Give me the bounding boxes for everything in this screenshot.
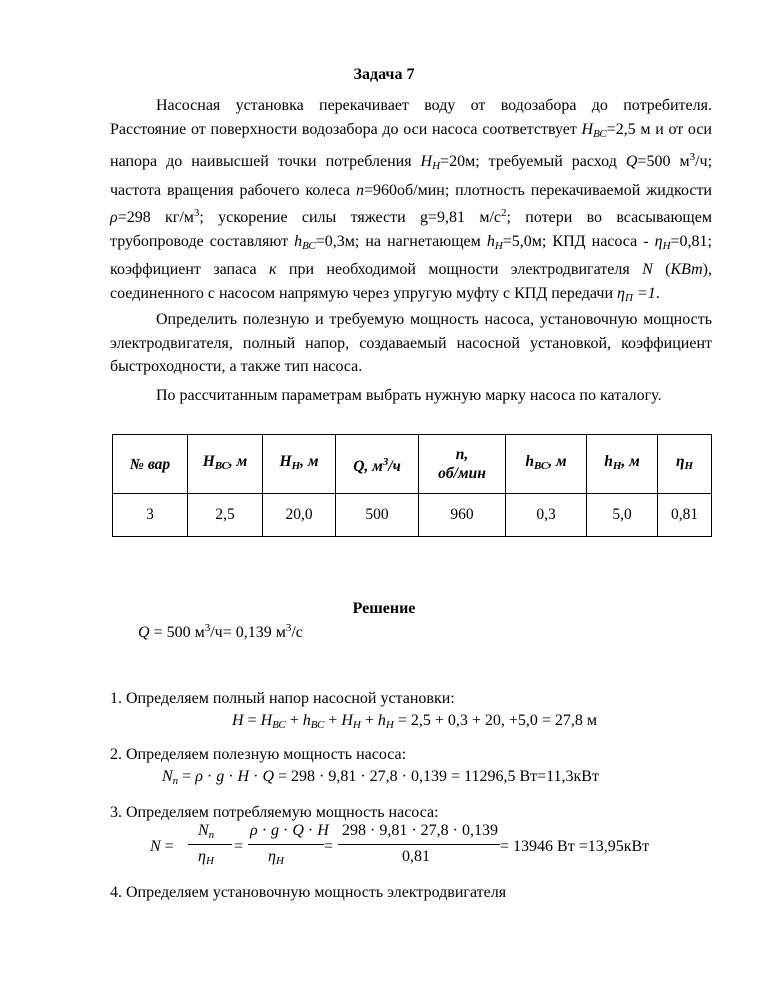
flow-conversion: Q = 500 $м^3/ч= 0,139$ $м^3/с$ bbox=[138, 622, 303, 641]
formula-head: $H = H_{ВС} + h_{ВС} + H_Н + h_Н = 2,5 + 0,3 + 20$, +5,0 = 27,8 м bbox=[232, 712, 598, 731]
col-header: № вар bbox=[113, 435, 188, 494]
table-cell: 2,5 bbox=[188, 494, 263, 537]
table-cell: 20,0 bbox=[263, 494, 336, 537]
col-header: $H_{ВС}$, м bbox=[188, 435, 263, 494]
fraction-bar bbox=[338, 844, 500, 845]
col-header: $h_{ВС}$, м bbox=[506, 435, 587, 494]
fraction-numerator: $N_п$ bbox=[198, 822, 215, 841]
equals-sign: = bbox=[234, 838, 244, 855]
equals-sign: = bbox=[324, 838, 334, 855]
table-cell: 960 bbox=[419, 494, 506, 537]
task-paragraph-2 bbox=[110, 384, 712, 408]
fraction-numerator: 298 · 9,81 · 27,8 · 0,139 bbox=[342, 822, 498, 839]
formula-consumed-power: N = bbox=[150, 838, 174, 855]
col-header: n, об/мин bbox=[419, 435, 506, 494]
table-cell: 500 bbox=[336, 494, 419, 537]
formula-result: = 13946 Вт =13,95кВт bbox=[500, 838, 650, 855]
task-paragraph-1 bbox=[110, 308, 712, 379]
step-3: 3. Определяем потребляемую мощность насоса: bbox=[110, 804, 439, 821]
formula-useful-power: $N_п = \rho \cdot g \cdot H \cdot Q = 298 \cdot 9,81 \cdot 27,8 \cdot 0,139 = 11296,5$ Вт=11,3кВт bbox=[162, 768, 599, 787]
problem-statement: Насосная установка перекачивает воду от водозабора до потребителя. Расстояние от поверхности водозабора до оси насоса соответствует $H_{ВС}=2,5$ м и от оси напора до наивысшей точки потребления $H_Н=20м$; требуемый расход Q=500 $м^3/ч$; частота вращения рабочего колеса n=960об/мин; плотность перекачиваемой жидкости ρ=298 $кг/м^3$; ускорение силы тяжести g=9,81 $м/с^2$; потери во всасывающем трубопроводе составляют $h_{ВС}=0,3м$; на нагнетающем $h_Н=5,0м$; КПД насоса - $\eta_Н=0,81$; коэффициент запаса к при необходимой мощности электродвигателя N (КВт), соединенного с насосом напрямую через упругую муфту с КПД передачи $\eta_П =1$. bbox=[110, 97, 713, 304]
step-1: 1. Определяем полный напор насосной установки: bbox=[110, 690, 455, 707]
solution-heading: Решение bbox=[352, 600, 416, 617]
problem-title: Задача 7 bbox=[353, 66, 415, 83]
table-cell: 0,81 bbox=[658, 494, 712, 537]
variant-table bbox=[112, 434, 712, 537]
task-text-2: По рассчитанным параметрам выбрать нужную марку насоса по каталогу. bbox=[156, 387, 662, 404]
step-2: 2. Определяем полезную мощность насоса: bbox=[110, 746, 407, 763]
table-header-row bbox=[113, 435, 712, 494]
step-4: 4. Определяем установочную мощность электродвигателя bbox=[110, 884, 507, 901]
table-cell: 0,3 bbox=[506, 494, 587, 537]
table-cell: 5,0 bbox=[587, 494, 658, 537]
col-header: $\eta_Н$ bbox=[658, 435, 712, 494]
fraction-denominator: 0,81 bbox=[402, 848, 430, 865]
fraction-bar bbox=[188, 844, 232, 845]
fraction-numerator: ρ · g · Q · H bbox=[250, 822, 329, 839]
task-text-1: Определить полезную и требуемую мощность насоса, установочную мощность электродвигателя, полный напор, создаваемый насосной установкой, коэффициент быстроходности, а также тип насоса. bbox=[110, 311, 712, 375]
col-header: $H_Н$, м bbox=[263, 435, 336, 494]
col-header: $h_Н$, м bbox=[587, 435, 658, 494]
col-header: Q, $м^3/ч$ bbox=[336, 435, 419, 494]
table-cell: 3 bbox=[113, 494, 188, 537]
fraction-bar bbox=[248, 844, 324, 845]
table-row bbox=[113, 494, 712, 537]
fraction-denominator: $\eta_Н$ bbox=[268, 848, 284, 867]
fraction-denominator: $\eta_Н$ bbox=[198, 848, 214, 867]
